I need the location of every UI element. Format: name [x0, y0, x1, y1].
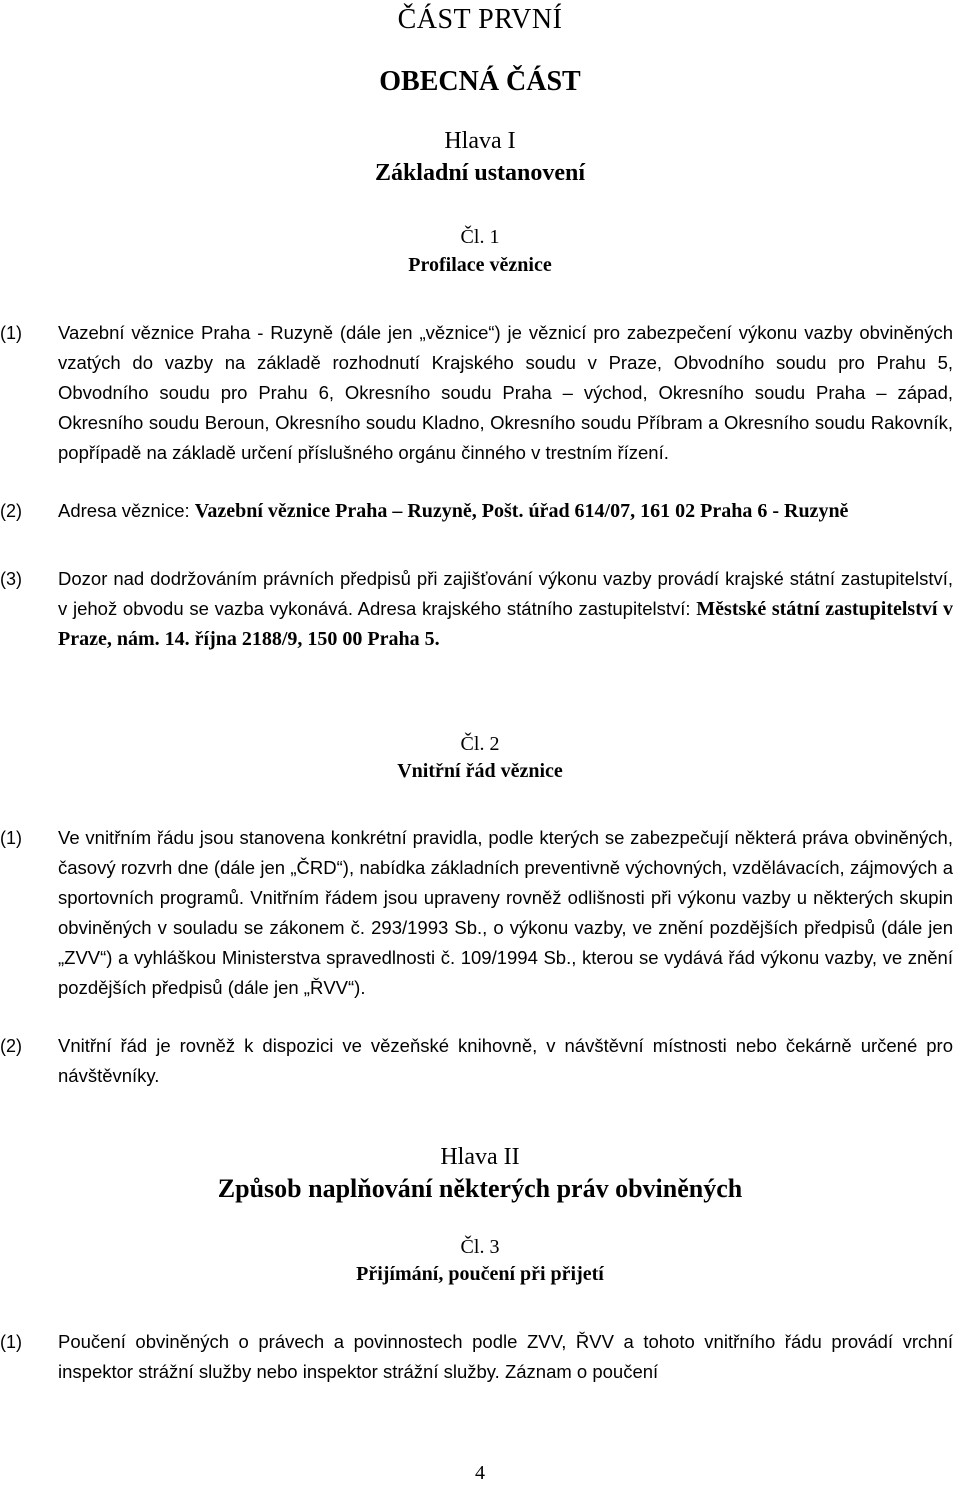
article2-label: Čl. 2 [460, 733, 500, 755]
article2-paragraph-2 [0, 1031, 960, 1091]
supervision-text: Dozor nad dodržováním právních předpisů při zajišťování výkonu vazby provádí krajské státní zastupitelství, v jehož obvodu se vazba vykonává. Adresa krajského státního zastupitelství: [58, 568, 953, 619]
head1-label: Hlava I [444, 128, 516, 154]
paragraph-number: (1) [0, 323, 22, 343]
paragraph-text [58, 496, 953, 526]
article1-paragraph-2 [0, 496, 960, 556]
address-label: Adresa věznice: [58, 500, 190, 521]
article1-paragraph-3 [0, 564, 960, 684]
head2-title: Způsob naplňování některých práv obviněných [217, 1174, 743, 1203]
article3-label: Čl. 3 [460, 1236, 500, 1258]
head1-title: Základní ustanovení [374, 160, 586, 186]
paragraph-text: Ve vnitřním řádu jsou stanovena konkrétní pravidla, podle kterých se zabezpečují některá práva obviněných, časový rozvrh dne (dále jen „ČRD“), nabídka základních preventivně výchovných, vzdělávacích, zájmových a sportovních programů. Vnitřním řádem jsou upraveny rovněž odlišnosti při výkonu vazby u některých skupin obviněných v souladu se zákonem č. 293/1993 Sb., o výkonu vazby, ve znění pozdějších předpisů (dále jen „ZVV“) a vyhláškou Ministerstva spravedlnosti č. 109/1994 Sb., kterou se vydává řád výkonu vazby, ve znění pozdějších předpisů (dále jen „ŘVV“). [58, 827, 953, 998]
article1-label: Čl. 1 [460, 226, 500, 248]
prison-address: Vazební věznice Praha – Ruzyně, Pošt. úřad 614/07, 161 02 Praha 6 - Ruzyně [194, 500, 849, 522]
paragraph-number: (1) [0, 828, 22, 848]
paragraph-number: (3) [0, 569, 22, 589]
article2-title: Vnitřní řád věznice [397, 760, 563, 782]
article1-title: Profilace věznice [408, 254, 552, 276]
paragraph-number: (2) [0, 501, 22, 521]
head2-label: Hlava II [440, 1144, 520, 1170]
prosecutor-address: Městské státní zastupitelství v Praze, nám. 14. října 2188/9, 150 00 Praha 5. [58, 598, 954, 650]
part-title: ČÁST PRVNÍ [397, 4, 563, 35]
article2-paragraph-1 [0, 823, 960, 1033]
paragraph-text [58, 564, 953, 654]
paragraph-number: (1) [0, 1332, 22, 1352]
page-number: 4 [475, 1462, 485, 1484]
article3-title: Přijímání, poučení při přijetí [356, 1263, 604, 1285]
paragraph-text: Vnitřní řád je rovněž k dispozici ve vězeňské knihovně, v návštěvní místnosti nebo čekárně určené pro návštěvníky. [58, 1035, 953, 1086]
paragraph-text: Poučení obviněných o právech a povinnostech podle ZVV, ŘVV a tohoto vnitřního řádu provádí vrchní inspektor strážní služby nebo inspektor strážní služby. Záznam o poučení [58, 1331, 953, 1382]
article1-paragraph-1 [0, 318, 960, 500]
general-title: OBECNÁ ČÁST [379, 66, 581, 97]
article3-paragraph-1 [0, 1327, 960, 1387]
paragraph-text: Vazební věznice Praha - Ruzyně (dále jen „věznice“) je věznicí pro zabezpečení výkonu vazby obviněných vzatých do vazby na základě rozhodnutí Krajského soudu v Praze, Obvodního soudu pro Prahu 5, Obvodního soudu pro Prahu 6, Okresního soudu Praha – východ, Okresního soudu Praha – západ, Okresního soudu Beroun, Okresního soudu Kladno, Okresního soudu Příbram a Okresního soudu Rakovník, popřípadě na základě určení příslušného orgánu činného v trestním řízení. [58, 322, 953, 463]
paragraph-number: (2) [0, 1036, 22, 1056]
